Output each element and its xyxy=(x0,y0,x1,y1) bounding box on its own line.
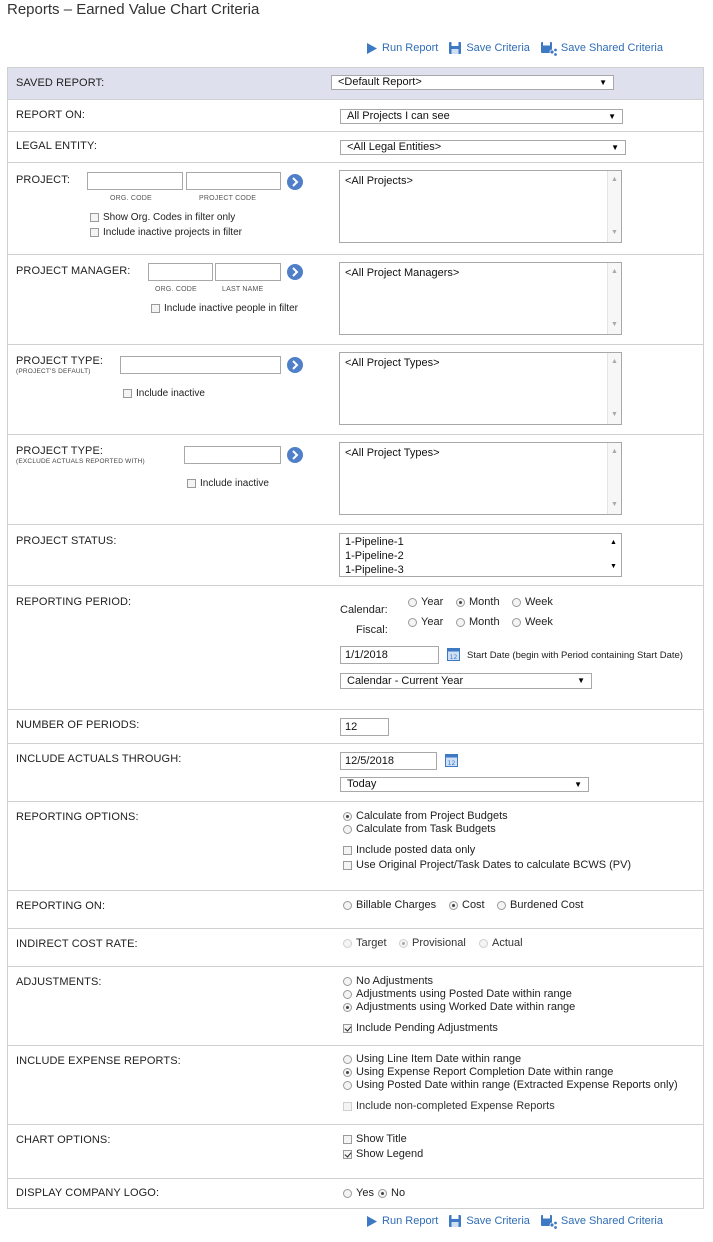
actuals-through-date-input[interactable]: 12/5/2018 xyxy=(340,752,437,770)
list-item[interactable]: 1-Pipeline-2 xyxy=(345,550,404,562)
scroll-up-icon[interactable]: ▲ xyxy=(610,539,617,546)
fiscal-year-radio[interactable]: Year xyxy=(408,616,443,628)
scroll-up-icon[interactable]: ▲ xyxy=(611,176,618,183)
target-radio[interactable]: Target xyxy=(343,937,387,949)
project-type-default-include-inactive-checkbox[interactable]: Include inactive xyxy=(123,388,205,399)
radio-circle xyxy=(512,618,521,627)
no-adjustments-radio[interactable]: No Adjustments xyxy=(343,975,433,987)
row-project-status xyxy=(8,525,703,586)
toolbar-bottom xyxy=(365,1213,663,1229)
row-include-expense-reports xyxy=(8,1046,703,1125)
line-item-date-radio[interactable]: Using Line Item Date within range xyxy=(343,1053,521,1065)
include-inactive-people-checkbox[interactable]: Include inactive people in filter xyxy=(151,303,298,314)
row-display-company-logo xyxy=(8,1179,703,1209)
scroll-down-icon[interactable]: ▼ xyxy=(611,229,618,236)
svg-text:12: 12 xyxy=(447,760,456,767)
project-type-default-sublabel: (PROJECT'S DEFAULT) xyxy=(16,368,91,375)
radio-circle xyxy=(343,812,352,821)
row-legal-entity xyxy=(8,132,703,163)
include-posted-only-checkbox[interactable]: Include posted data only xyxy=(343,844,475,856)
criteria-form xyxy=(7,67,704,1209)
adjustments-worked-radio[interactable]: Adjustments using Worked Date within range xyxy=(343,1001,575,1013)
list-item[interactable]: <All Projects> xyxy=(345,175,413,187)
project-list[interactable] xyxy=(339,170,622,243)
checkbox-box xyxy=(187,479,196,488)
checkbox-box xyxy=(343,846,352,855)
calendar-year-radio[interactable]: Year xyxy=(408,596,443,608)
radio-circle xyxy=(343,1081,352,1090)
play-icon xyxy=(365,42,378,55)
list-item[interactable]: <All Project Managers> xyxy=(345,267,460,279)
calendar-month-radio[interactable]: Month xyxy=(456,596,500,608)
checkbox-box xyxy=(343,1102,352,1111)
scroll-down-icon[interactable]: ▼ xyxy=(611,501,618,508)
radio-circle xyxy=(343,901,352,910)
period-select[interactable]: Calendar - Current Year ▼ xyxy=(340,673,592,689)
number-of-periods-input[interactable]: 12 xyxy=(340,718,389,736)
page-title: Reports – Earned Value Chart Criteria xyxy=(7,1,260,18)
project-type-default-go-button[interactable] xyxy=(287,357,303,373)
chevron-right-icon xyxy=(291,177,299,187)
project-type-exclude-go-button[interactable] xyxy=(287,447,303,463)
radio-circle xyxy=(343,977,352,986)
pm-filter-go-button[interactable] xyxy=(287,264,303,280)
project-type-exclude-list[interactable] xyxy=(339,442,622,515)
checkbox-box xyxy=(343,1135,352,1144)
include-non-completed-checkbox[interactable]: Include non-completed Expense Reports xyxy=(343,1100,555,1112)
include-actuals-through-label: INCLUDE ACTUALS THROUGH: xyxy=(16,753,182,765)
completion-date-radio[interactable]: Using Expense Report Completion Date within range xyxy=(343,1066,613,1078)
radio-circle xyxy=(512,598,521,607)
scroll-up-icon[interactable]: ▲ xyxy=(611,358,618,365)
reporting-period-label: REPORTING PERIOD: xyxy=(16,596,132,608)
project-type-exclude-label: PROJECT TYPE: xyxy=(16,445,104,457)
project-code-caption: PROJECT CODE xyxy=(199,195,257,202)
show-title-checkbox[interactable]: Show Title xyxy=(343,1133,407,1145)
pm-org-code-input[interactable] xyxy=(148,263,213,281)
chevron-right-icon xyxy=(291,450,299,460)
project-type-exclude-input[interactable] xyxy=(184,446,281,464)
run-report-button[interactable]: Run Report xyxy=(365,42,438,55)
svg-text:12: 12 xyxy=(449,654,458,661)
scrollbar[interactable] xyxy=(607,534,621,576)
radio-circle xyxy=(343,1003,352,1012)
scrollbar[interactable] xyxy=(607,443,621,514)
saved-report-label: SAVED REPORT: xyxy=(16,77,105,89)
dropdown-arrow-icon: ▼ xyxy=(608,112,616,121)
row-project xyxy=(8,163,703,255)
include-expense-reports-label: INCLUDE EXPENSE REPORTS: xyxy=(16,1055,181,1067)
project-type-default-label: PROJECT TYPE: xyxy=(16,355,104,367)
radio-circle xyxy=(378,1189,387,1198)
scrollbar[interactable] xyxy=(607,263,621,334)
checkbox-box xyxy=(343,861,352,870)
burdened-cost-radio[interactable]: Burdened Cost xyxy=(497,899,583,911)
list-item[interactable]: <All Project Types> xyxy=(345,447,440,459)
include-inactive-projects-checkbox[interactable]: Include inactive projects in filter xyxy=(90,227,242,238)
posted-date-radio[interactable]: Using Posted Date within range (Extracted Expense Reports only) xyxy=(343,1079,678,1091)
checkbox-box xyxy=(90,213,99,222)
last-name-caption: LAST NAME xyxy=(222,286,264,293)
project-manager-label: PROJECT MANAGER: xyxy=(16,265,131,277)
save-criteria-button[interactable]: Save Criteria xyxy=(448,41,530,55)
scroll-up-icon[interactable]: ▲ xyxy=(611,268,618,275)
checkbox-box xyxy=(151,304,160,313)
report-on-select[interactable]: All Projects I can see ▼ xyxy=(340,109,623,124)
project-status-list[interactable] xyxy=(339,533,622,577)
save-shared-icon xyxy=(540,1214,557,1229)
project-type-exclude-sublabel: (EXCLUDE ACTUALS REPORTED WITH) xyxy=(16,458,145,465)
project-type-default-list[interactable] xyxy=(339,352,622,425)
calendar-week-radio[interactable]: Week xyxy=(512,596,553,608)
save-shared-criteria-button[interactable]: Save Shared Criteria xyxy=(540,41,663,56)
row-indirect-cost-rate xyxy=(8,929,703,967)
pm-last-name-input[interactable] xyxy=(215,263,281,281)
indirect-cost-rate-label: INDIRECT COST RATE: xyxy=(16,938,138,950)
project-filter-go-button[interactable] xyxy=(287,174,303,190)
radio-circle xyxy=(479,939,488,948)
scrollbar[interactable] xyxy=(607,171,621,242)
radio-circle xyxy=(343,1068,352,1077)
billable-charges-radio[interactable]: Billable Charges xyxy=(343,899,436,911)
row-project-type-default xyxy=(8,345,703,435)
reporting-on-label: REPORTING ON: xyxy=(16,900,106,912)
scroll-up-icon[interactable]: ▲ xyxy=(611,448,618,455)
fiscal-week-radio[interactable]: Week xyxy=(512,616,553,628)
calc-task-budgets-radio[interactable]: Calculate from Task Budgets xyxy=(343,823,496,835)
project-org-code-input[interactable] xyxy=(87,172,183,190)
radio-circle xyxy=(456,618,465,627)
provisional-radio[interactable]: Provisional xyxy=(399,937,466,949)
save-criteria-button[interactable]: Save Criteria xyxy=(448,1214,530,1228)
fiscal-label: Fiscal: xyxy=(356,624,388,636)
saved-report-select[interactable]: <Default Report> ▼ xyxy=(331,75,614,90)
org-code-caption: ORG. CODE xyxy=(155,286,197,293)
number-of-periods-label: NUMBER OF PERIODS: xyxy=(16,719,140,731)
legal-entity-label: LEGAL ENTITY: xyxy=(16,140,97,152)
adjustments-posted-radio[interactable]: Adjustments using Posted Date within range xyxy=(343,988,572,1000)
logo-no-radio[interactable]: No xyxy=(378,1187,405,1199)
project-status-label: PROJECT STATUS: xyxy=(16,535,117,547)
save-shared-icon xyxy=(540,41,557,56)
save-disk-icon xyxy=(448,1214,462,1228)
project-manager-list[interactable] xyxy=(339,262,622,335)
radio-circle xyxy=(343,1189,352,1198)
calc-project-budgets-radio[interactable]: Calculate from Project Budgets xyxy=(343,810,508,822)
radio-circle xyxy=(343,1055,352,1064)
row-reporting-on xyxy=(8,891,703,929)
show-org-codes-checkbox[interactable]: Show Org. Codes in filter only xyxy=(90,212,235,223)
legal-entity-select[interactable]: <All Legal Entities> ▼ xyxy=(340,140,626,155)
radio-circle xyxy=(408,598,417,607)
radio-circle xyxy=(456,598,465,607)
checkbox-box xyxy=(343,1024,352,1033)
logo-yes-radio[interactable]: Yes xyxy=(343,1187,374,1199)
project-label: PROJECT: xyxy=(16,174,70,186)
checkbox-box xyxy=(123,389,132,398)
chevron-right-icon xyxy=(291,267,299,277)
dropdown-arrow-icon: ▼ xyxy=(574,780,582,789)
scroll-down-icon[interactable]: ▼ xyxy=(610,563,617,570)
scroll-down-icon[interactable]: ▼ xyxy=(611,321,618,328)
adjustments-label: ADJUSTMENTS: xyxy=(16,976,102,988)
reporting-options-label: REPORTING OPTIONS: xyxy=(16,811,139,823)
list-item[interactable]: <All Project Types> xyxy=(345,357,440,369)
radio-circle xyxy=(449,901,458,910)
radio-circle xyxy=(497,901,506,910)
scroll-down-icon[interactable]: ▼ xyxy=(611,411,618,418)
row-saved-report xyxy=(8,68,703,100)
row-chart-options xyxy=(8,1125,703,1179)
project-type-default-input[interactable] xyxy=(120,356,281,374)
row-report-on xyxy=(8,100,703,132)
save-shared-criteria-button[interactable]: Save Shared Criteria xyxy=(540,1214,663,1229)
include-pending-adjustments-checkbox[interactable]: Include Pending Adjustments xyxy=(343,1022,498,1034)
row-include-actuals-through xyxy=(8,744,703,802)
checkbox-box xyxy=(343,1150,352,1159)
actual-radio[interactable]: Actual xyxy=(479,937,523,949)
chevron-right-icon xyxy=(291,360,299,370)
radio-circle xyxy=(343,939,352,948)
project-code-input[interactable] xyxy=(186,172,281,190)
run-report-button[interactable]: Run Report xyxy=(365,1215,438,1228)
list-item[interactable]: 1-Pipeline-3 xyxy=(345,564,404,576)
org-code-caption: ORG. CODE xyxy=(110,195,152,202)
row-number-of-periods xyxy=(8,710,703,744)
toolbar-top xyxy=(365,40,663,56)
save-disk-icon xyxy=(448,41,462,55)
show-legend-checkbox[interactable]: Show Legend xyxy=(343,1148,423,1160)
radio-circle xyxy=(343,990,352,999)
calendar-icon[interactable] xyxy=(445,753,458,767)
fiscal-month-radio[interactable]: Month xyxy=(456,616,500,628)
scrollbar[interactable] xyxy=(607,353,621,424)
use-original-dates-checkbox[interactable]: Use Original Project/Task Dates to calculate BCWS (PV) xyxy=(343,859,631,871)
radio-circle xyxy=(408,618,417,627)
row-project-manager xyxy=(8,255,703,345)
dropdown-arrow-icon: ▼ xyxy=(599,78,607,87)
display-company-logo-label: DISPLAY COMPANY LOGO: xyxy=(16,1187,160,1199)
row-reporting-options xyxy=(8,802,703,891)
actuals-through-select[interactable]: Today ▼ xyxy=(340,777,589,792)
report-on-label: REPORT ON: xyxy=(16,109,86,121)
dropdown-arrow-icon: ▼ xyxy=(577,676,585,685)
row-reporting-period xyxy=(8,586,703,710)
checkbox-box xyxy=(90,228,99,237)
cost-radio[interactable]: Cost xyxy=(449,899,485,911)
radio-circle xyxy=(399,939,408,948)
list-item[interactable]: 1-Pipeline-1 xyxy=(345,536,404,548)
dropdown-arrow-icon: ▼ xyxy=(611,143,619,152)
start-date-input[interactable]: 1/1/2018 xyxy=(340,646,439,664)
row-project-type-exclude xyxy=(8,435,703,525)
play-icon xyxy=(365,1215,378,1228)
chart-options-label: CHART OPTIONS: xyxy=(16,1134,111,1146)
start-date-note: Start Date (begin with Period containing Start Date) xyxy=(467,650,683,661)
row-adjustments xyxy=(8,967,703,1046)
calendar-label: Calendar: xyxy=(340,604,388,616)
project-type-exclude-include-inactive-checkbox[interactable]: Include inactive xyxy=(187,478,269,489)
calendar-icon[interactable] xyxy=(447,647,460,661)
radio-circle xyxy=(343,825,352,834)
